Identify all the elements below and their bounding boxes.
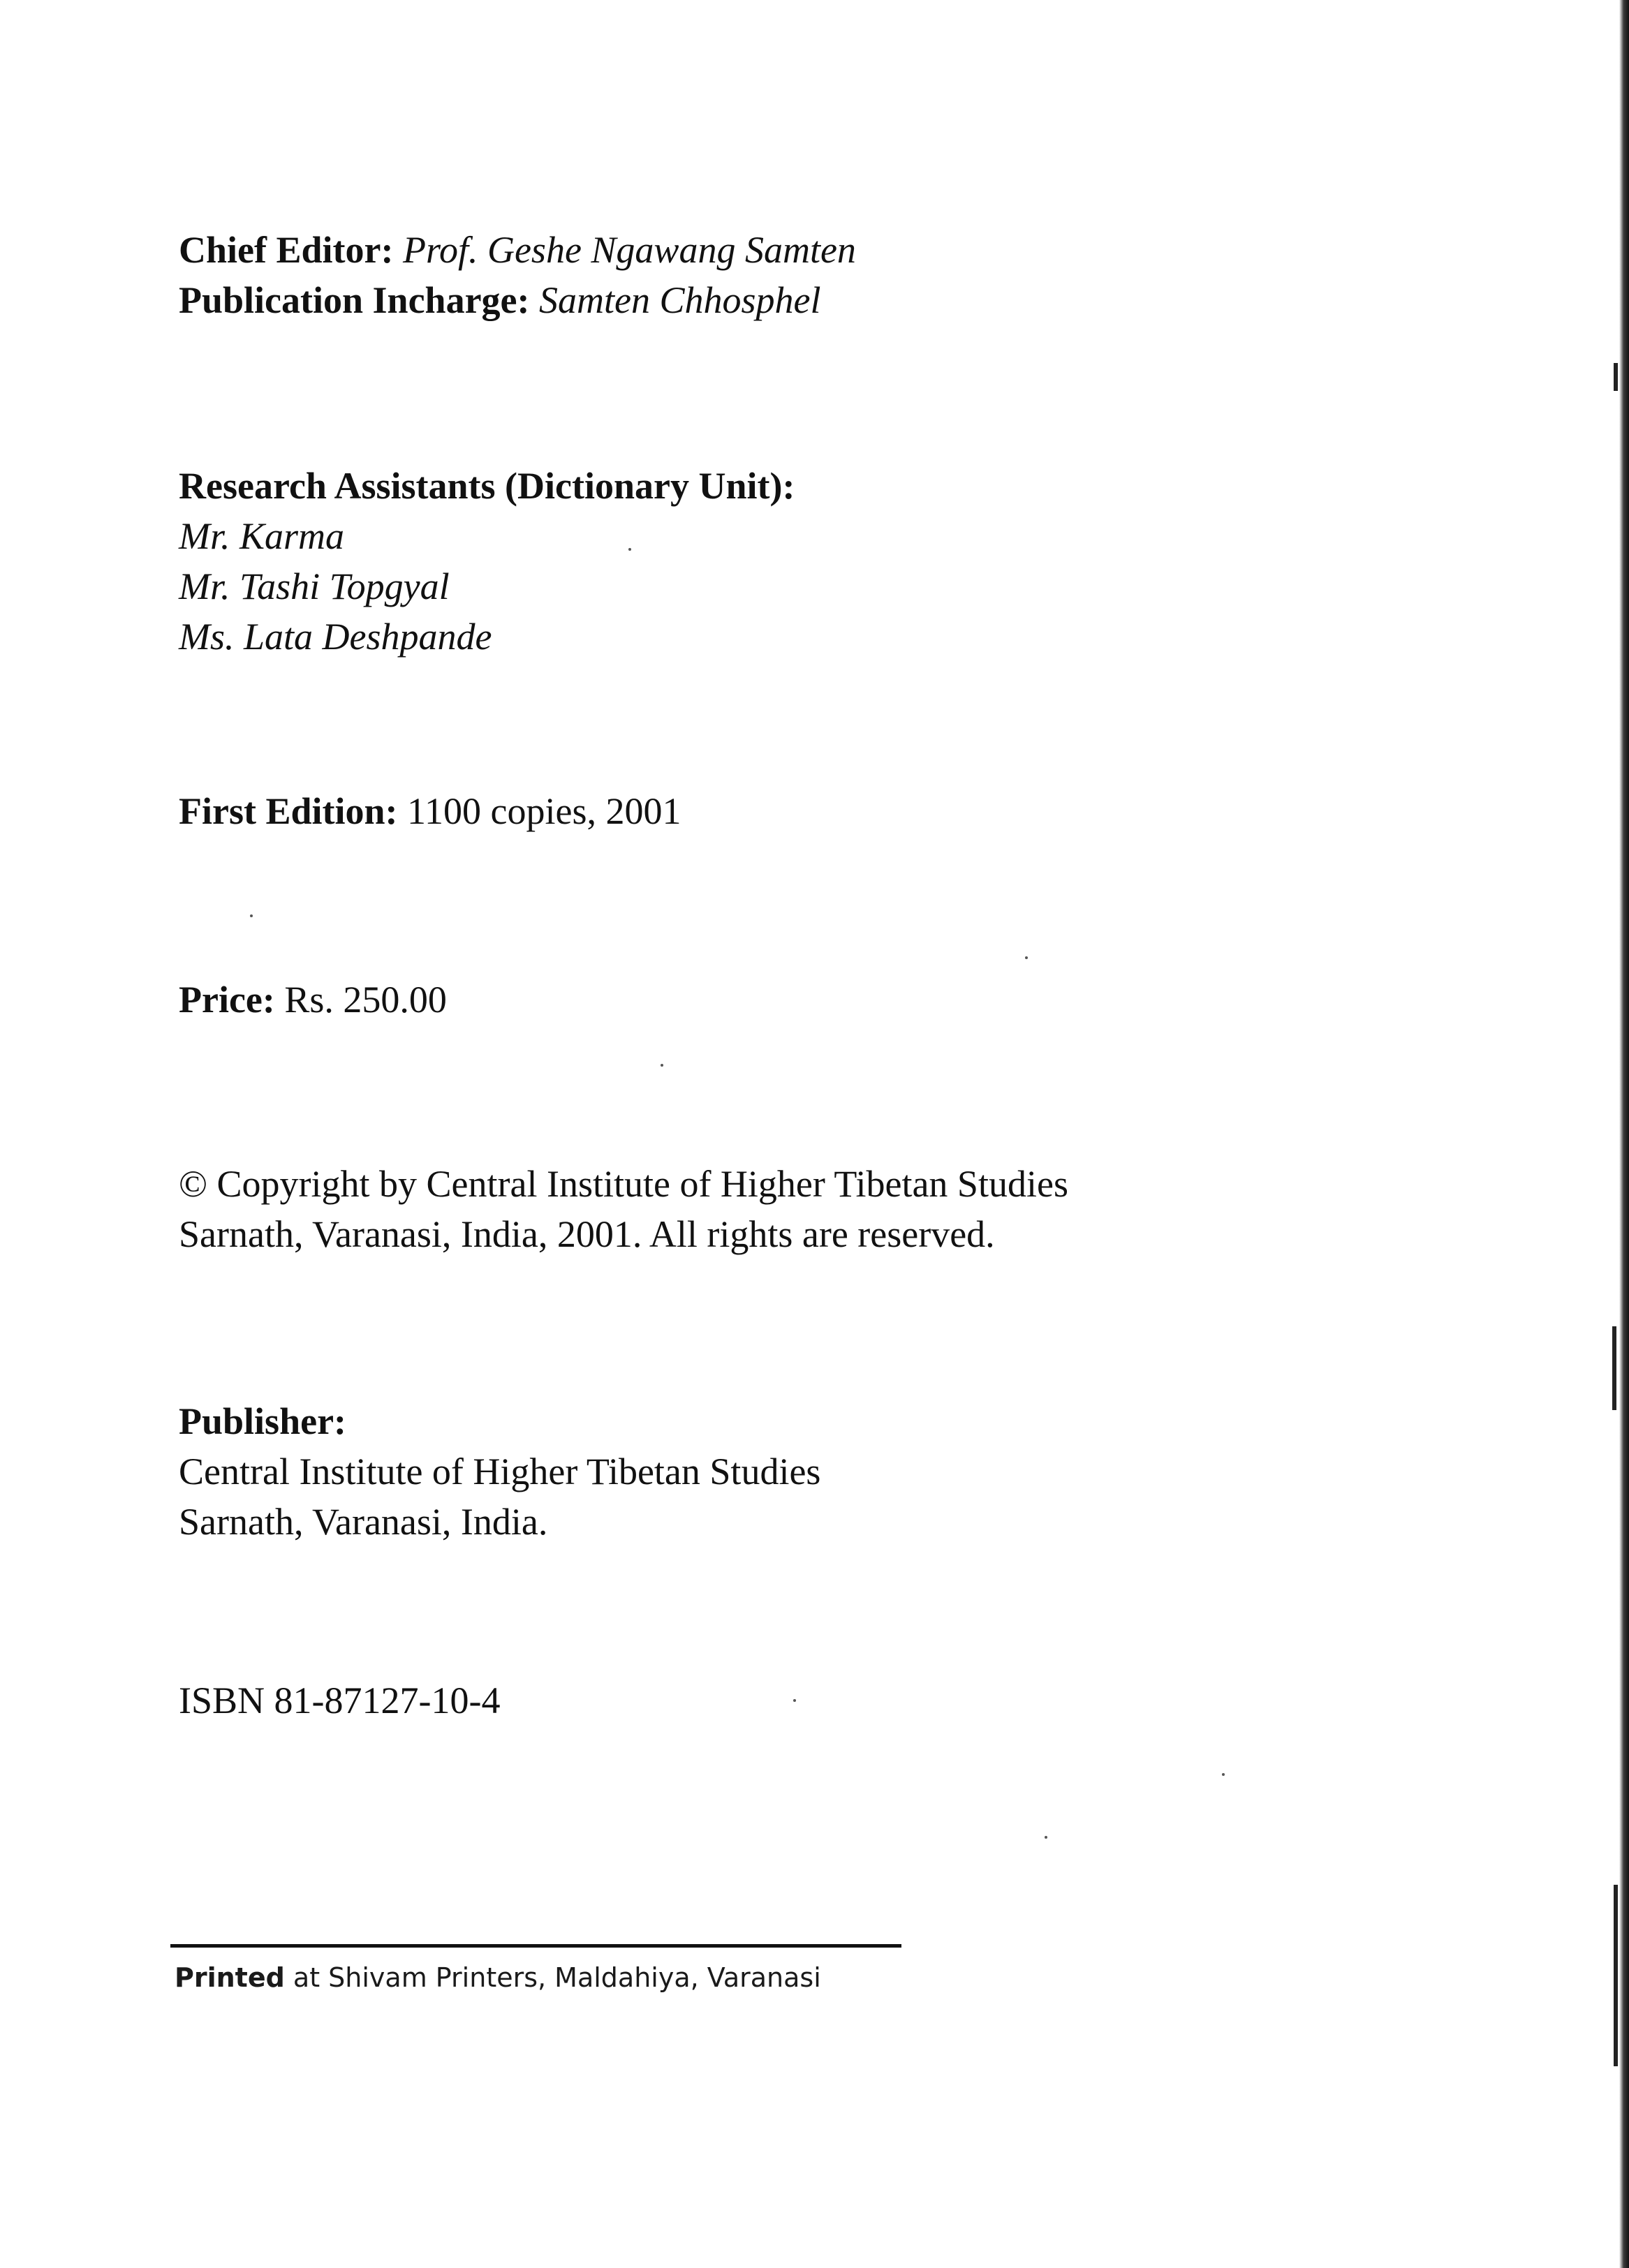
assistant-name: Ms. Lata Deshpande	[179, 616, 492, 658]
publication-incharge-line	[179, 275, 856, 325]
scan-speck	[1045, 1836, 1047, 1839]
publisher-label: Publisher:	[179, 1400, 347, 1442]
publisher-line: Sarnath, Varanasi, India.	[179, 1501, 548, 1543]
scan-speck	[628, 548, 631, 551]
printer-text: at Shivam Printers, Maldahiya, Varanasi	[293, 1962, 821, 1993]
edition-value: 1100 copies, 2001	[407, 790, 681, 832]
research-assistants-heading: Research Assistants (Dictionary Unit):	[179, 465, 795, 507]
price-label: Price:	[179, 979, 275, 1021]
copyright-line: © Copyright by Central Institute of Higher Tibetan Studies	[179, 1163, 1068, 1205]
scanned-page-edge	[1619, 0, 1629, 2268]
edition-line	[179, 786, 681, 836]
printer-line	[175, 1960, 821, 1995]
isbn-line: ISBN 81-87127-10-4	[179, 1680, 501, 1721]
editorial-block	[179, 225, 856, 325]
price-line	[179, 974, 447, 1025]
chief-editor-name: Prof. Geshe Ngawang Samten	[402, 229, 856, 271]
edge-mark	[1612, 1326, 1616, 1410]
footer-rule	[170, 1944, 901, 1948]
scan-speck	[793, 1699, 796, 1702]
publication-incharge-name: Samten Chhosphel	[539, 279, 821, 321]
assistant-name: Mr. Karma	[179, 515, 345, 557]
chief-editor-line	[179, 225, 856, 275]
research-assistants-block	[179, 461, 795, 662]
edition-label: First Edition:	[179, 790, 398, 832]
chief-editor-label: Chief Editor:	[179, 229, 394, 271]
scan-speck	[1025, 956, 1028, 959]
printer-bold-label: Printed	[175, 1962, 285, 1993]
edge-mark	[1614, 363, 1618, 391]
publisher-line: Central Institute of Higher Tibetan Studies	[179, 1451, 821, 1492]
scan-speck	[661, 1064, 663, 1067]
scan-speck	[250, 914, 253, 917]
edge-mark	[1614, 1885, 1618, 2066]
assistant-name: Mr. Tashi Topgyal	[179, 565, 450, 607]
price-value: Rs. 250.00	[284, 979, 447, 1021]
scan-speck	[1222, 1773, 1225, 1776]
copyright-line: Sarnath, Varanasi, India, 2001. All rights are reserved.	[179, 1213, 995, 1255]
publisher-block	[179, 1396, 820, 1547]
copyright-block	[179, 1159, 1068, 1259]
publication-incharge-label: Publication Incharge:	[179, 279, 530, 321]
